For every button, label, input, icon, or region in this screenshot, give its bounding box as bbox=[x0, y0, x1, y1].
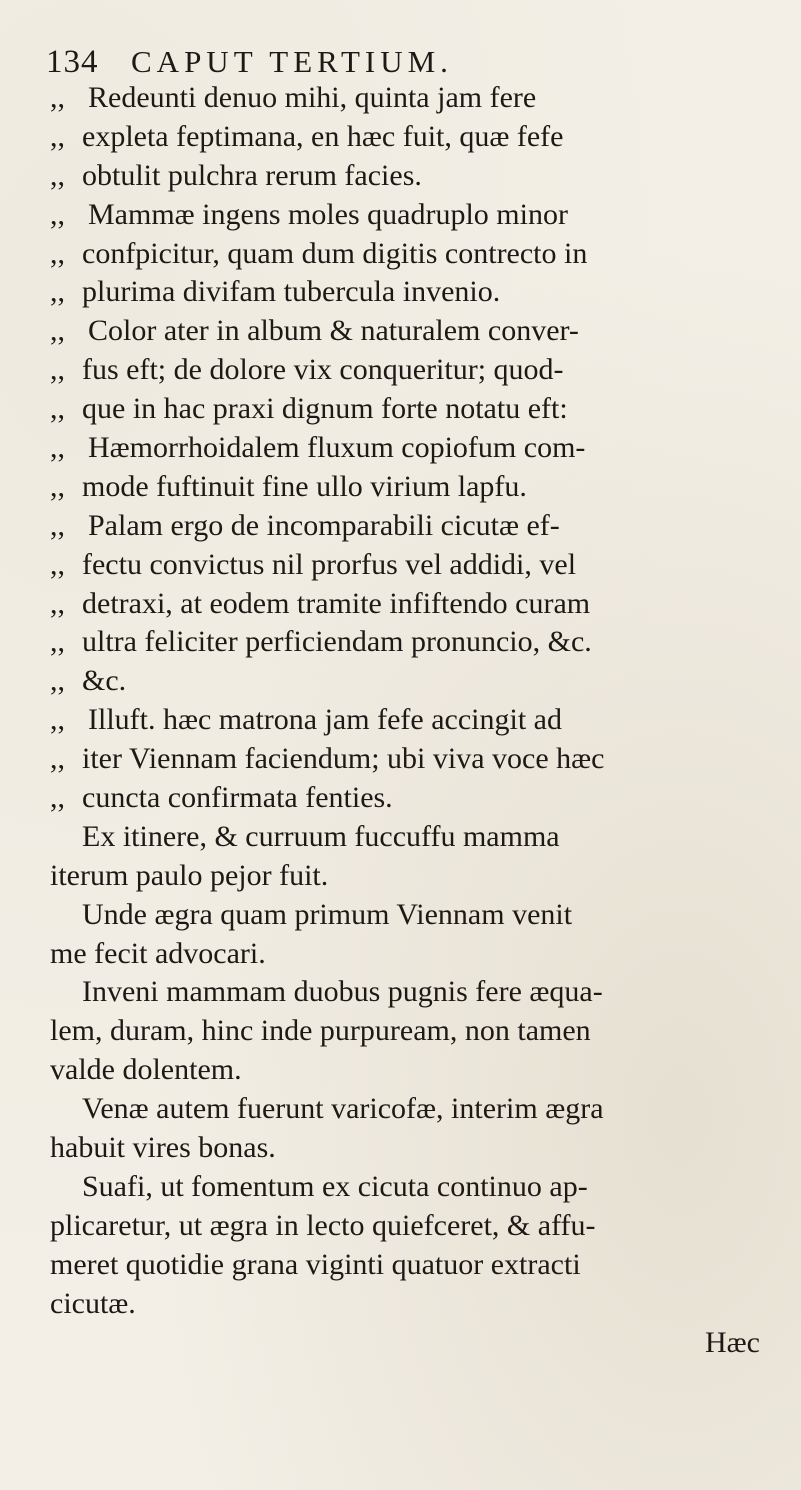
line-text: habuit vires bonas. bbox=[50, 1131, 276, 1165]
quote-mark: ,, bbox=[50, 664, 65, 698]
quote-mark: ,, bbox=[50, 392, 65, 426]
line-text: ultra feliciter perficiendam pronuncio, &c. bbox=[82, 625, 592, 659]
line-text: Redeunti denuo mihi, quinta jam fere bbox=[88, 81, 537, 114]
line-text: valde dolentem. bbox=[50, 1053, 242, 1087]
text-line bbox=[0, 273, 801, 312]
line-text: &c. bbox=[82, 664, 127, 698]
quote-mark: ,, bbox=[50, 236, 65, 270]
line-text: Hæmorrhoidalem fluxum copiofum com- bbox=[88, 431, 586, 465]
quote-mark: ,, bbox=[50, 81, 65, 114]
line-text: Unde ægra quam primum Viennam venit bbox=[82, 897, 573, 931]
line-text: confpicitur, quam dum digitis contrecto in bbox=[82, 236, 588, 270]
line-text: Venæ autem fuerunt varicofæ, interim ægra bbox=[82, 1092, 604, 1126]
text-line bbox=[0, 118, 801, 157]
line-text: cicutæ. bbox=[50, 1286, 136, 1320]
quote-mark: ,, bbox=[50, 625, 65, 659]
text-line bbox=[0, 779, 801, 818]
text-line bbox=[0, 623, 801, 662]
quote-mark: ,, bbox=[50, 547, 65, 581]
text-line bbox=[0, 1207, 801, 1246]
line-text: mode fuftinuit fine ullo virium lapfu. bbox=[82, 469, 527, 503]
quote-mark: ,, bbox=[50, 469, 65, 503]
line-text: cuncta confirmata fenties. bbox=[82, 781, 393, 815]
text-line bbox=[0, 546, 801, 585]
running-head: CAPUT TERTIUM. bbox=[131, 44, 453, 79]
text-line bbox=[0, 896, 801, 935]
text-line bbox=[0, 1285, 801, 1324]
line-text: plurima divifam tubercula invenio. bbox=[82, 275, 501, 309]
line-text: iter Viennam faciendum; ubi viva voce hæc bbox=[82, 742, 605, 776]
line-text: fectu convictus nil prorfus vel addidi, vel bbox=[82, 547, 577, 581]
quote-mark: ,, bbox=[50, 742, 65, 776]
text-line bbox=[0, 1246, 801, 1285]
quote-mark: ,, bbox=[50, 119, 65, 153]
line-text: Hæc bbox=[705, 1325, 760, 1359]
text-line bbox=[0, 1012, 801, 1051]
line-text: Illuft. hæc matrona jam fefe accingit ad bbox=[88, 703, 562, 737]
line-text: Mammæ ingens moles quadruplo minor bbox=[88, 197, 568, 231]
line-text: Palam ergo de incomparabili cicutæ ef- bbox=[88, 508, 560, 542]
line-text: fus eft; de dolore vix conqueritur; quod- bbox=[82, 353, 564, 387]
text-line bbox=[0, 1090, 801, 1129]
line-text: que in hac praxi dignum forte notatu eft: bbox=[82, 392, 568, 426]
line-text: Inveni mammam duobus pugnis fere æqua- bbox=[82, 975, 603, 1009]
text-line bbox=[0, 973, 801, 1012]
text-line bbox=[0, 585, 801, 624]
quote-mark: ,, bbox=[50, 508, 65, 542]
quote-mark: ,, bbox=[50, 158, 65, 192]
text-line bbox=[0, 429, 801, 468]
text-line bbox=[0, 935, 801, 974]
text-line bbox=[0, 1051, 801, 1090]
text-line bbox=[0, 1324, 801, 1363]
text-line bbox=[0, 507, 801, 546]
text-line bbox=[0, 312, 801, 351]
line-text: obtulit pulchra rerum facies. bbox=[82, 158, 422, 192]
line-text: Color ater in album & naturalem conver- bbox=[88, 314, 579, 348]
text-line bbox=[0, 235, 801, 274]
page-number: 134 bbox=[46, 44, 99, 80]
text-line bbox=[0, 1129, 801, 1168]
quote-mark: ,, bbox=[50, 781, 65, 815]
text-line bbox=[0, 662, 801, 701]
text-line bbox=[0, 1168, 801, 1207]
line-text: Suafi, ut fomentum ex cicuta continuo ap- bbox=[82, 1169, 588, 1203]
text-line bbox=[0, 701, 801, 740]
quote-mark: ,, bbox=[50, 703, 65, 737]
quote-mark: ,, bbox=[50, 586, 65, 620]
text-line bbox=[0, 857, 801, 896]
line-text: lem, duram, hinc inde purpuream, non tamen bbox=[50, 1014, 591, 1048]
line-text: detraxi, at eodem tramite infiftendo curam bbox=[82, 586, 591, 620]
quote-mark: ,, bbox=[50, 431, 65, 465]
text-line bbox=[0, 79, 801, 118]
line-text: meret quotidie grana viginti quatuor extracti bbox=[50, 1247, 581, 1281]
quote-mark: ,, bbox=[50, 314, 65, 348]
text-line bbox=[0, 818, 801, 857]
quote-mark: ,, bbox=[50, 353, 65, 387]
line-text: plicaretur, ut ægra in lecto quiefceret, & affu- bbox=[50, 1208, 596, 1242]
text-line bbox=[0, 351, 801, 390]
line-text: expleta feptimana, en hæc fuit, quæ fefe bbox=[82, 119, 564, 153]
quote-mark: ,, bbox=[50, 197, 65, 231]
text-line bbox=[0, 740, 801, 779]
text-line bbox=[0, 468, 801, 507]
text-line bbox=[0, 196, 801, 235]
text-line bbox=[0, 157, 801, 196]
body-text bbox=[0, 79, 801, 1362]
text-line bbox=[0, 390, 801, 429]
line-text: iterum paulo pejor fuit. bbox=[50, 858, 329, 892]
line-text: Ex itinere, & curruum fuccuffu mamma bbox=[82, 819, 560, 853]
quote-mark: ,, bbox=[50, 275, 65, 309]
line-text: me fecit advocari. bbox=[50, 936, 266, 970]
